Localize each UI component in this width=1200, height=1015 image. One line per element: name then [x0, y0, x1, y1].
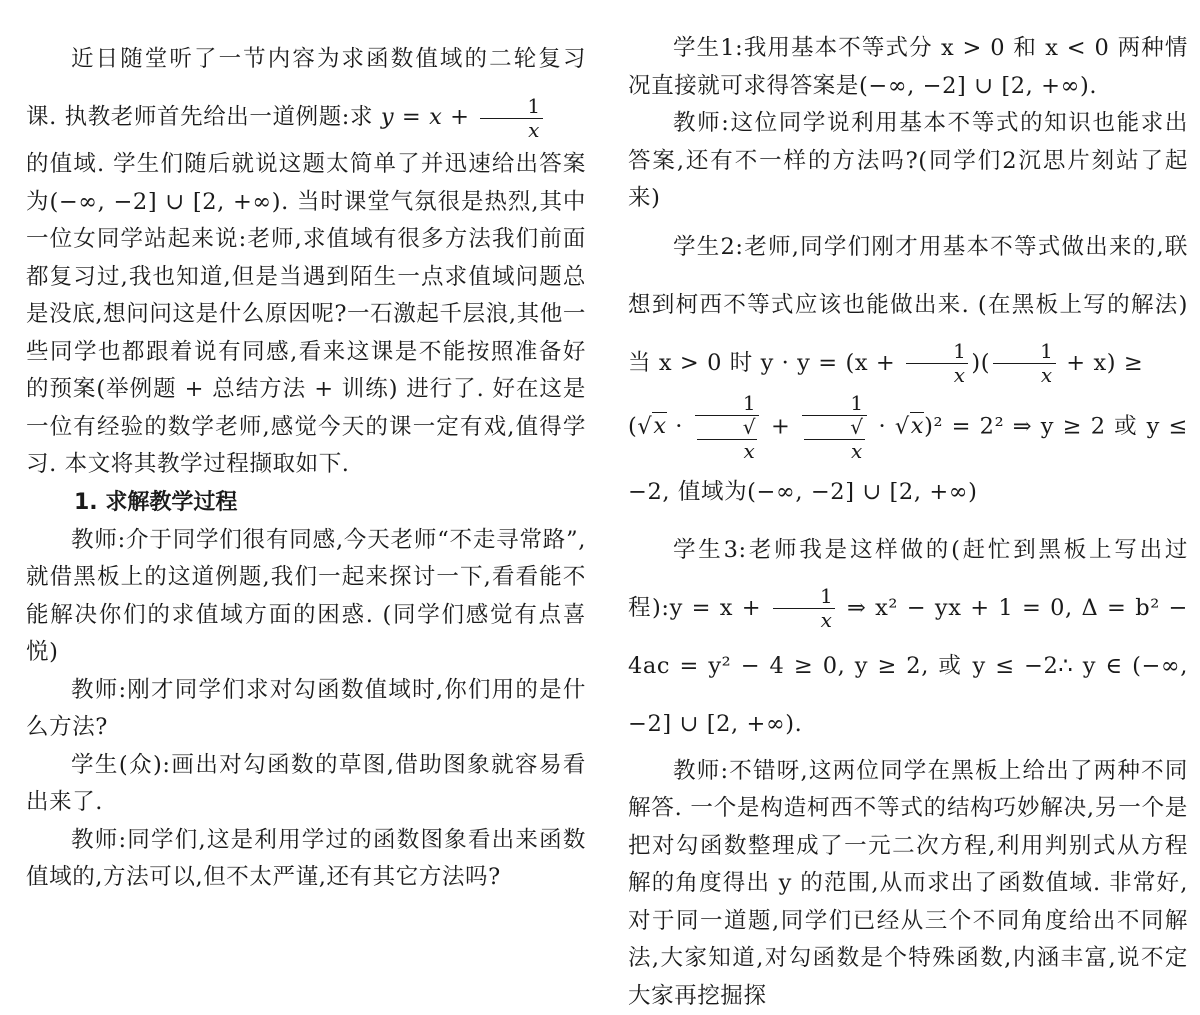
intro-paragraph: [26, 30, 586, 146]
student-2-plus: +: [762, 413, 799, 439]
student-2-text-b: )(: [971, 350, 990, 376]
student-2-text-e: )² = 2² ⇒ y ≥ 2 或 y ≤ −2, 值域为(−∞, −2] ∪ [2, +∞): [628, 413, 1188, 505]
teacher-paragraph-5: 教师:不错呀,这两位同学在黑板上给出了两种不同解答. 一个是构造柯西不等式的结构巧妙解决,另一个是把对勾函数整理成了一元二次方程,利用判别式从方程解的角度得出 y 的范围,从而求出了函数值域. 非常好,对于同一道题,同学们已经从三个不同角度给出不同解法,大家知道,对勾函数是个特殊函数,内涵丰富,说不定大家再挖掘探: [628, 753, 1188, 1015]
intro-eq-y: y: [381, 104, 394, 130]
left-column: [26, 30, 586, 897]
right-column: [628, 30, 1188, 1015]
student-3-text-a: 学生3:老师我是这样做的(赶忙到黑板上写出过程):y = x +: [628, 537, 1188, 621]
sqrt-x: x: [910, 412, 924, 439]
sqrt-x: x: [652, 412, 666, 439]
fraction-numerator: 1: [695, 392, 760, 416]
fraction-1-over-sqrt-x: 1 √ x: [695, 392, 760, 463]
sqrt-x: x: [804, 439, 865, 463]
fraction-1-over-x: [993, 340, 1055, 387]
fraction-denominator: x: [480, 119, 542, 142]
student-2-text-c: + x) ≥: [1059, 350, 1144, 376]
student-2-paragraph: 学生2:老师,同学们刚才用基本不等式做出来的,联想到柯西不等式应该也能做出来. (在黑板上写的解法) 当 x > 0 时 y · y = (x + $\frac{1}{x}$ )( $\frac{1}{x}$ + x) ≥ (√x · 1 √ x + 1 √ x · √x)² = 2² ⇒ y ≥ 2 或 y ≤ −2, 值域为(−∞, −2] ∪ [2, +∞): [628, 218, 1188, 521]
fraction-numerator: 1: [906, 340, 968, 364]
intro-eq-mid: = x +: [394, 104, 477, 130]
student-2-text-d: (: [628, 413, 637, 439]
intro-text-1: 近日随堂听了一节内容为求函数值域的二轮复习课. 执教老师首先给出一道例题:求: [26, 46, 586, 130]
intro-continuation: 的值域. 学生们随后就说这题太简单了并迅速给出答案为(−∞, −2] ∪ [2, +∞). 当时课堂气氛很是热烈,其中一位女同学站起来说:老师,求值域有很多方法我们前面都复习过,我也知道,但是当遇到陌生一点求值域问题总是没底,想问问这是什么原因呢?一石激起千层浪,其他一些同学也都跟着说有同感,看来这课是不能按照准备好的预案(举例题 + 总结方法 + 训练) 进行了. 好在这是一位有经验的数学老师,感觉今天的课一定有戏,值得学习. 本文将其教学过程撷取如下.: [26, 146, 586, 484]
sqrt-x: x: [697, 439, 758, 463]
fraction-1-over-x: [906, 340, 968, 387]
fraction-numerator: 1: [993, 340, 1055, 364]
fraction-1-over-x: [480, 95, 542, 142]
section-heading: 1. 求解教学过程: [74, 484, 586, 522]
fraction-numerator: 1: [480, 95, 542, 119]
student-3-text-b: ⇒ x² − yx + 1 = 0, Δ = b² − 4ac = y² − 4 ≥ 0, y ≥ 2, 或 y ≤ −2∴ y ∈ (−∞, −2] ∪ [2, +∞).: [628, 595, 1188, 737]
fraction-denominator: x: [993, 364, 1055, 387]
student-2-dot: ·: [667, 413, 692, 439]
student-2-dot: ·: [870, 413, 895, 439]
teacher-paragraph-1: 教师:介于同学们很有同感,今天老师“不走寻常路”,就借黑板上的这道例题,我们一起来探讨一下,看看能不能解决你们的求值域方面的困惑. (同学们感觉有点喜悦): [26, 522, 586, 672]
fraction-denominator: x: [773, 609, 835, 632]
students-paragraph: 学生(众):画出对勾函数的草图,借助图象就容易看出来了.: [26, 747, 586, 822]
fraction-numerator: 1: [773, 585, 835, 609]
fraction-1-over-sqrt-x: 1 √ x: [802, 392, 867, 463]
student-1-paragraph: 学生1:我用基本不等式分 x > 0 和 x < 0 两种情况直接就可求得答案是(−∞, −2] ∪ [2, +∞).: [628, 30, 1188, 105]
student-2-text-a: 学生2:老师,同学们刚才用基本不等式做出来的,联想到柯西不等式应该也能做出来. (在黑板上写的解法) 当 x > 0 时 y · y = (x +: [628, 234, 1188, 376]
teacher-paragraph-4: 教师:这位同学说利用基本不等式的知识也能求出答案,还有不一样的方法吗?(同学们2沉思片刻站了起来): [628, 105, 1188, 218]
student-3-paragraph: [628, 521, 1188, 753]
teacher-paragraph-3: 教师:同学们,这是利用学过的函数图象看出来函数值域的,方法可以,但不太严谨,还有其它方法吗?: [26, 822, 586, 897]
fraction-denominator: x: [906, 364, 968, 387]
fraction-1-over-x: [773, 585, 835, 632]
teacher-paragraph-2: 教师:刚才同学们求对勾函数值域时,你们用的是什么方法?: [26, 672, 586, 747]
fraction-numerator: 1: [802, 392, 867, 416]
